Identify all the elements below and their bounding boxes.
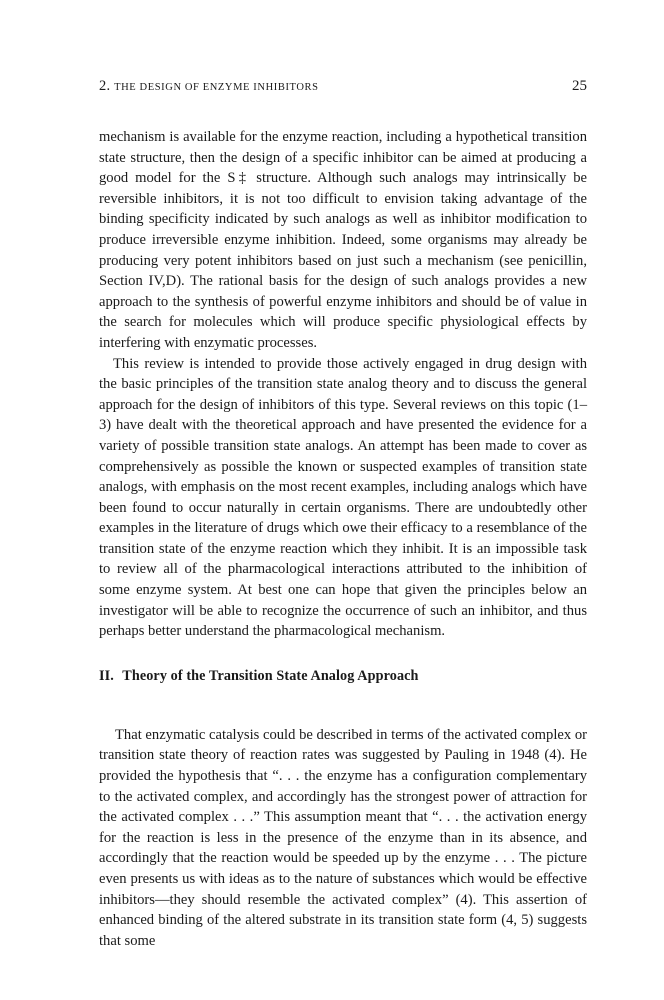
section-heading [99,668,587,685]
body-paragraph-1: mechanism is available for the enzyme reaction, including a hypothetical transition state structure, then the design of a specific inhibitor can be aimed at producing a good model for the S‡ structure. Although such analogs may intrinsically be reversible inhibitors, it is not too difficult to envision taking advantage of the binding specificity indicated by such analogs as well as inhibitor modification to produce irreversible enzyme inhibition. Indeed, some organisms may already be producing very potent inhibitors based on just such a mechanism (see penicillin, Section IV,D). The rational basis for the design of such analogs provides a new approach to the synthesis of powerful enzyme inhibitors and should be of value in the search for molecules which will produce specific physiological effects by interfering with enzymatic processes. [99,129,587,351]
section-number: II. [99,667,114,684]
chapter-number: 2. [99,78,111,94]
chapter-title: THE DESIGN OF ENZYME INHIBITORS [114,82,319,93]
body-paragraph-2: This review is intended to provide those actively engaged in drug design with the basic principles of the transition state analog theory and to discuss the general approach for the design of inhibitors of this type. Several reviews on this topic (1–3) have dealt with the theoretical approach and have presented the evidence for a variety of possible transition state analogs. An attempt has been made to cover as comprehensively as possible the known or suspected examples of transition state analogs, with emphasis on the most recent examples, including analogs which have been found to occur naturally in certain organisms. There are undoubtedly other examples in the literature of drugs which owe their efficacy to a resemblance of the transition state of the enzyme reaction which they inhibit. It is an impossible task to review all of the pharmacological interactions attributed to the inhibition of some enzyme system. At best one can hope that given the principles below an investigator will be able to recognize the occurrence of such an inhibitor, and thus perhaps better understand the pharmacological mechanism. [99,355,587,640]
section-title: Theory of the Transition State Analog Approach [122,667,419,684]
running-title [99,78,319,95]
body-paragraph-3: That enzymatic catalysis could be described in terms of the activated complex or transition state theory of reaction rates was suggested by Pauling in 1948 (4). He provided the hypothesis that “. . . the enzyme has a configuration complementary to the activated complex, and accordingly has the strongest power of attraction for the activated complex . . .” This assumption meant that “. . . the activation energy for the reaction is less in the presence of the enzyme than in its absence, and accordingly that the reaction would be speeded up by the enzyme . . . The picture even presents us with ideas as to the nature of substances which would be effective inhibitors—they should resemble the activated complex” (4). This assertion of enhanced binding of the altered substrate in its transition state form (4, 5) suggests that some [99,726,587,949]
book-page [99,78,587,951]
running-head [99,78,587,100]
page-number: 25 [572,78,587,94]
